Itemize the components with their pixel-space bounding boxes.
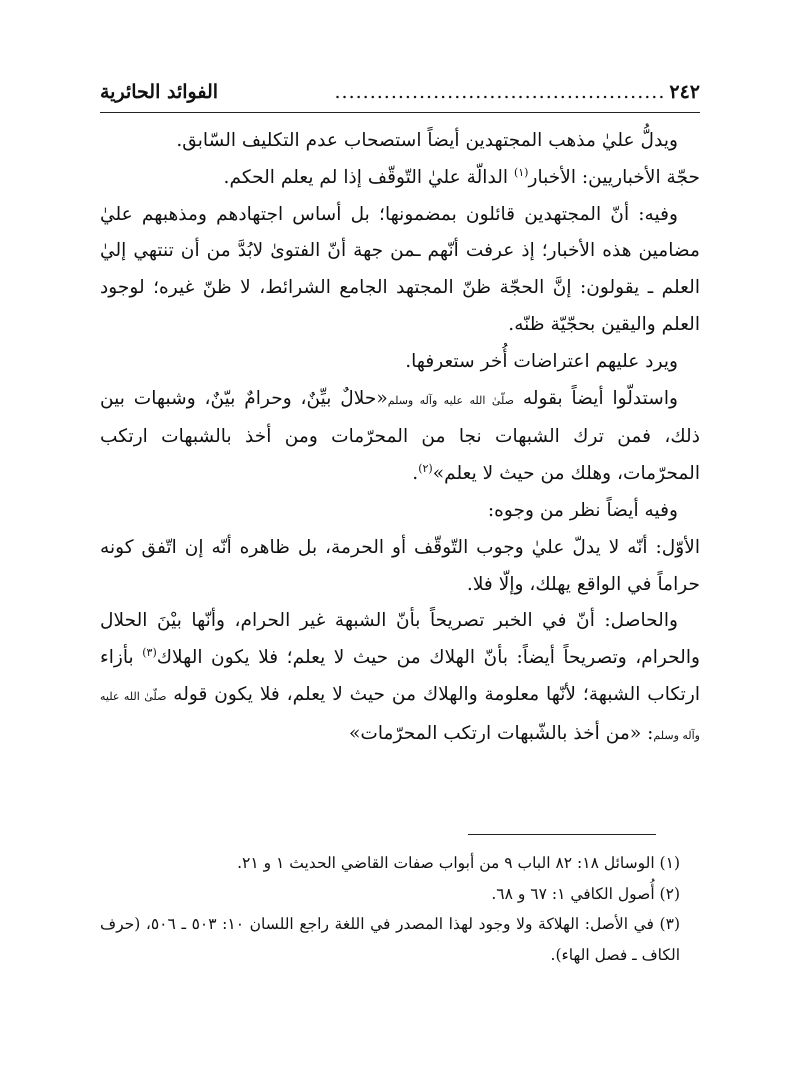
running-header bbox=[100, 78, 700, 106]
paragraph: ويدلُّ عليٰ مذهب المجتهدين أيضاً استصحاب عدم التكليف السّابق. bbox=[176, 130, 678, 151]
salawat-glyph: صلّىٰ الله عليه وآله وسلم bbox=[100, 689, 700, 742]
paragraph: وفيه أيضاً نظر من وجوه: bbox=[487, 499, 678, 521]
footnote: (٣) في الأصل: الهلاكة ولا وجود لهذا المصدر في اللغة راجع اللسان ١٠: ٥٠٣ ـ ٥٠٦، (حرف الكاف ـ فصل الهاء). bbox=[100, 915, 680, 964]
footnote: (٢) أُصول الكافي ١: ٦٧ و ٦٨. bbox=[491, 884, 680, 903]
main-text bbox=[100, 123, 700, 755]
footnote: (١) الوسائل ١٨: ٨٢ الباب ٩ من أبواب صفات القاضي الحديث ١ و ٢١. bbox=[237, 854, 680, 872]
page-number: ٢٤٢ bbox=[669, 81, 700, 103]
header-leader-dots: ............................................... bbox=[334, 81, 666, 103]
header-rule bbox=[100, 112, 700, 113]
paragraph: الأوّل: أنّه لا يدلّ عليٰ وجوب التّوقّف أو الحرمة، بل ظاهره أنّه إن اتّفق كونه حراماً في الواقع يهلك، وإلّا فلا. bbox=[100, 536, 700, 595]
paragraph: حجّة الأخباريين: الأخبار$^{(١)}$ الدالّة عليٰ التّوقّف إذا لم يعلم الحكم. bbox=[223, 165, 700, 188]
paragraph: واستدلّوا أيضاً بقوله صلّىٰ الله عليه وآله وسلم«حلالٌ بيِّنٌ، وحرامٌ بيّنٌ، وشبهات بين ذلك، فمن ترك الشبهات نجا من المحرّمات ومن أخذ بالشبهات ارتكب المحرّمات، وهلك من حيث لا يعلم»$^{(٢)}$. bbox=[100, 387, 700, 485]
page bbox=[100, 78, 700, 755]
footnote-ref: (٣) bbox=[142, 645, 157, 659]
footnotes bbox=[100, 848, 680, 970]
paragraph: وفيه: أنّ المجتهدين قائلون بمضمونها؛ بل أساس اجتهادهم ومذهبهم عليٰ مضامين هذه الأخبار؛ إذ عرفت أنّهم ـمن جهة أنّ الفتوىٰ لابُدَّ من أن تنتهي إليٰ العلم ـ يقولون: إنَّ الحجّة ظنّ المجتهد الجامع الشرائط، لا ظنّ غيره؛ لوجود العلم واليقين بحجّيّة ظنّه. bbox=[100, 203, 700, 335]
footnote-separator bbox=[468, 834, 656, 835]
salawat-glyph: صلّىٰ الله عليه وآله وسلم bbox=[387, 393, 515, 407]
book-title: الفوائد الحائرية bbox=[100, 81, 219, 103]
paragraph: والحاصل: أنّ في الخبر تصريحاً بأنّ الشبهة غير الحرام، وأنّها بيْنَ الحلال والحرام، وتصريحاً أيضاً: بأنّ الهلاك من حيث لا يعلم؛ فلا يكون الهلاك$^{(٣)}$ بأزاء ارتكاب الشبهة؛ لأنّها معلومة والهلاك من حيث لا يعلم، فلا يكون قوله صلّىٰ الله عليه وآله وسلم: «من أخذ بالشّبهات ارتكب المحرّمات» bbox=[100, 610, 701, 744]
footnote-ref: (٢) bbox=[418, 461, 433, 475]
footnote-ref: (١) bbox=[513, 165, 529, 179]
paragraph: ويرد عليهم اعتراضات أُخر ستعرفها. bbox=[405, 350, 678, 372]
